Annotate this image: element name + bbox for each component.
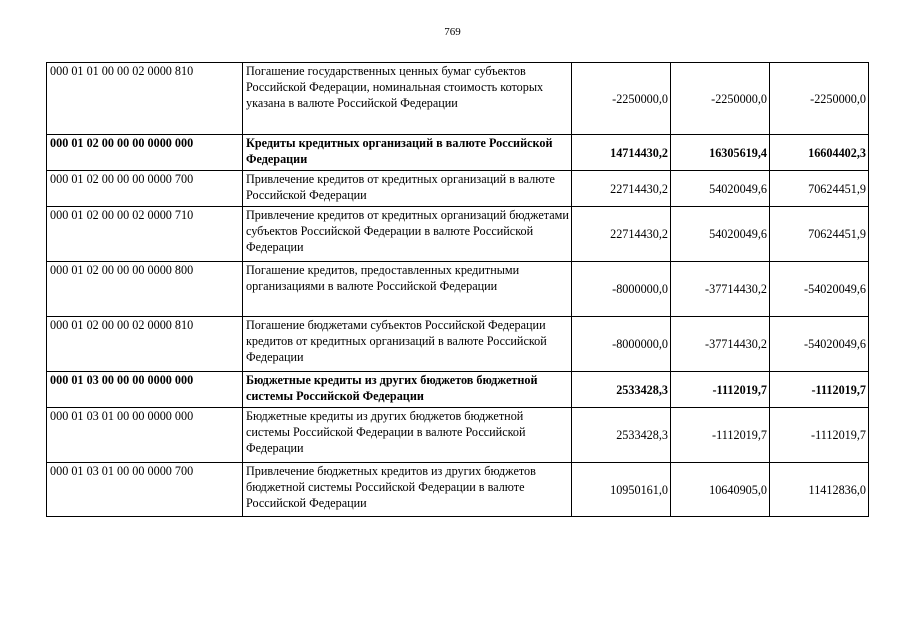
budget-code-cell: 000 01 02 00 00 00 0000 700 <box>47 171 243 207</box>
value-year-3-cell: 70624451,9 <box>770 171 869 207</box>
description-cell: Привлечение бюджетных кредитов из других бюджетов бюджетной системы Российской Федерации в валюте Российской Федерации <box>243 463 572 517</box>
value-year-2-cell: -37714430,2 <box>671 317 770 372</box>
description-cell: Погашение государственных ценных бумаг субъектов Российской Федерации, номинальная стоимость которых указана в валюте Российской Федерации <box>243 63 572 135</box>
description-cell: Привлечение кредитов от кредитных организаций в валюте Российской Федерации <box>243 171 572 207</box>
description-cell: Погашение кредитов, предоставленных кредитными организациями в валюте Российской Федерации <box>243 262 572 317</box>
value-year-3-cell: -54020049,6 <box>770 317 869 372</box>
table-row <box>47 63 869 135</box>
budget-code-cell: 000 01 01 00 00 02 0000 810 <box>47 63 243 135</box>
value-year-1-cell: -8000000,0 <box>572 317 671 372</box>
value-year-1-cell: 2533428,3 <box>572 408 671 463</box>
table-row <box>47 135 869 171</box>
value-year-2-cell: -1112019,7 <box>671 408 770 463</box>
budget-table-body <box>47 63 869 517</box>
budget-code-cell: 000 01 02 00 00 00 0000 000 <box>47 135 243 171</box>
value-year-2-cell: -37714430,2 <box>671 262 770 317</box>
description-cell: Привлечение кредитов от кредитных организаций бюджетами субъектов Российской Федерации в валюте Российской Федерации <box>243 207 572 262</box>
budget-code-cell: 000 01 02 00 00 00 0000 800 <box>47 262 243 317</box>
table-row <box>47 317 869 372</box>
value-year-1-cell: 22714430,2 <box>572 171 671 207</box>
value-year-3-cell: 16604402,3 <box>770 135 869 171</box>
table-row <box>47 171 869 207</box>
value-year-3-cell: -1112019,7 <box>770 372 869 408</box>
table-row <box>47 463 869 517</box>
budget-code-cell: 000 01 02 00 00 02 0000 810 <box>47 317 243 372</box>
table-row <box>47 207 869 262</box>
budget-table <box>46 62 869 517</box>
value-year-2-cell: -1112019,7 <box>671 372 770 408</box>
table-row <box>47 262 869 317</box>
description-cell: Погашение бюджетами субъектов Российской Федерации кредитов от кредитных организаций в валюте Российской Федерации <box>243 317 572 372</box>
budget-code-cell: 000 01 03 01 00 00 0000 700 <box>47 463 243 517</box>
value-year-1-cell: -2250000,0 <box>572 63 671 135</box>
value-year-2-cell: 54020049,6 <box>671 171 770 207</box>
page-number: 769 <box>444 26 461 38</box>
value-year-3-cell: 70624451,9 <box>770 207 869 262</box>
value-year-2-cell: 16305619,4 <box>671 135 770 171</box>
table-row <box>47 408 869 463</box>
budget-code-cell: 000 01 03 01 00 00 0000 000 <box>47 408 243 463</box>
value-year-1-cell: 22714430,2 <box>572 207 671 262</box>
value-year-2-cell: 10640905,0 <box>671 463 770 517</box>
value-year-2-cell: -2250000,0 <box>671 63 770 135</box>
budget-code-cell: 000 01 02 00 00 02 0000 710 <box>47 207 243 262</box>
value-year-3-cell: 11412836,0 <box>770 463 869 517</box>
value-year-1-cell: 2533428,3 <box>572 372 671 408</box>
description-cell: Кредиты кредитных организаций в валюте Российской Федерации <box>243 135 572 171</box>
value-year-3-cell: -54020049,6 <box>770 262 869 317</box>
table-row <box>47 372 869 408</box>
value-year-1-cell: 10950161,0 <box>572 463 671 517</box>
value-year-3-cell: -2250000,0 <box>770 63 869 135</box>
value-year-3-cell: -1112019,7 <box>770 408 869 463</box>
budget-code-cell: 000 01 03 00 00 00 0000 000 <box>47 372 243 408</box>
description-cell: Бюджетные кредиты из других бюджетов бюджетной системы Российской Федерации <box>243 372 572 408</box>
value-year-1-cell: 14714430,2 <box>572 135 671 171</box>
description-cell: Бюджетные кредиты из других бюджетов бюджетной системы Российской Федерации в валюте Российской Федерации <box>243 408 572 463</box>
value-year-1-cell: -8000000,0 <box>572 262 671 317</box>
value-year-2-cell: 54020049,6 <box>671 207 770 262</box>
